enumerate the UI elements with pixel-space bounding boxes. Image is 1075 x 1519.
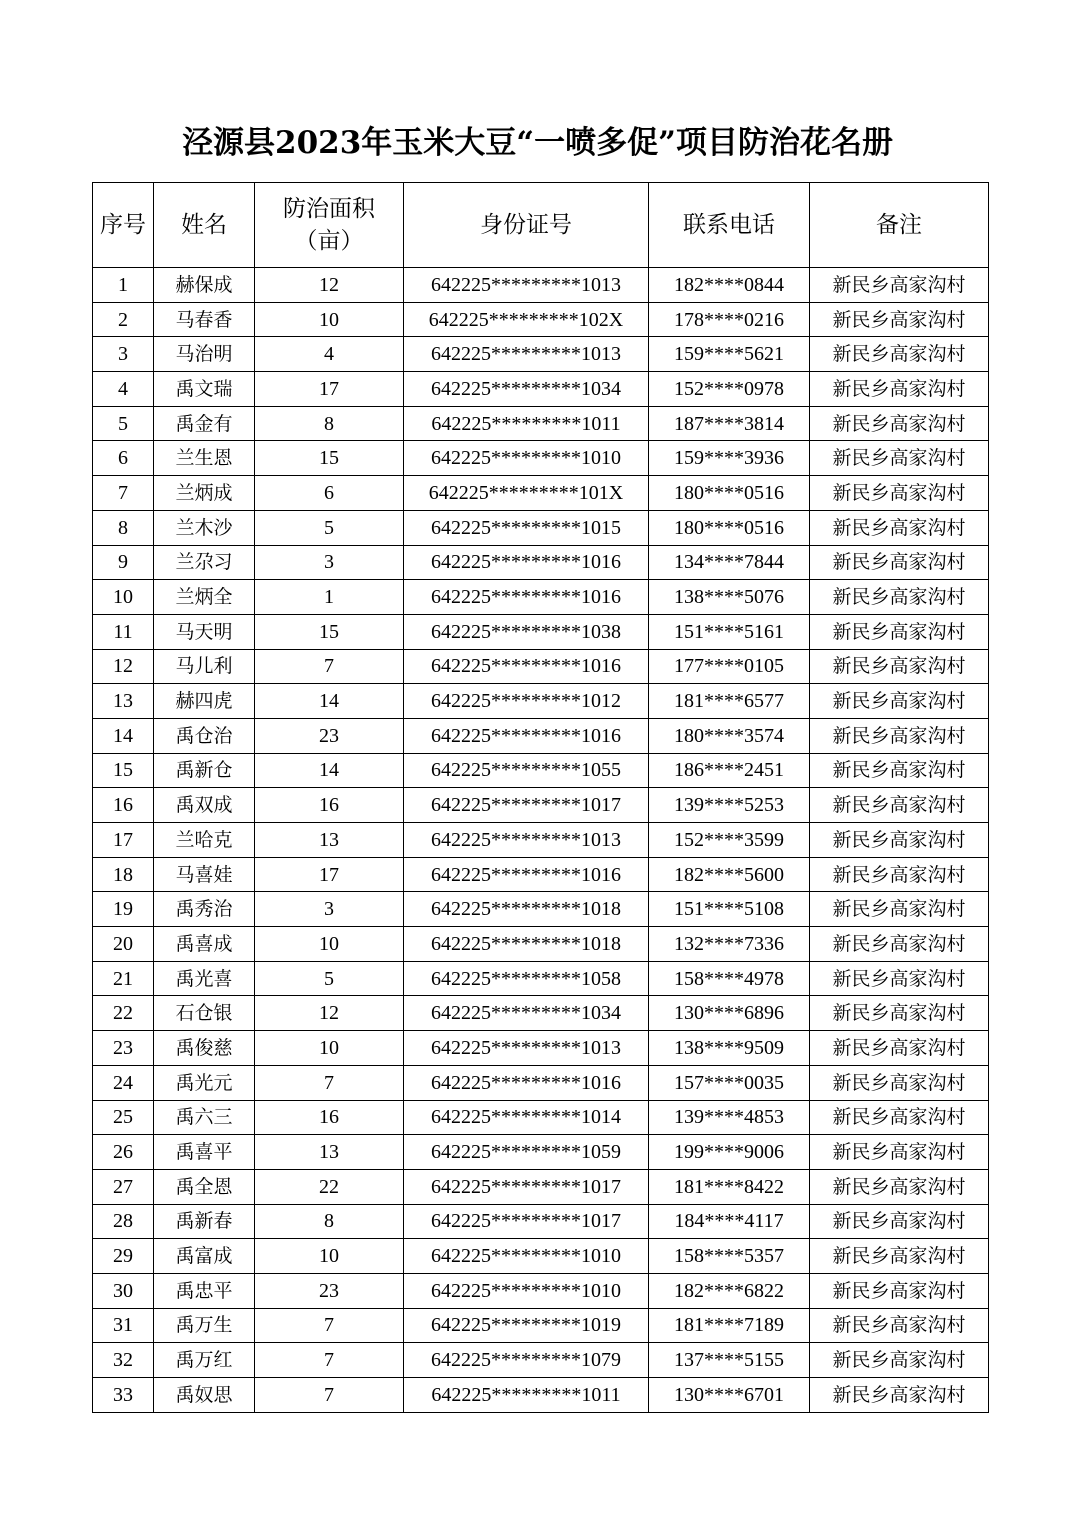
cell-phone: 186****2451 (649, 753, 810, 788)
cell-id-number: 642225*********1013 (404, 268, 649, 303)
table-row (93, 684, 989, 719)
table-row (93, 1031, 989, 1066)
cell-phone: 138****5076 (649, 580, 810, 615)
table-row (93, 961, 989, 996)
cell-phone: 138****9509 (649, 1031, 810, 1066)
cell-name: 禹俊慈 (154, 1031, 255, 1066)
table-row (93, 1169, 989, 1204)
cell-name: 兰哈克 (154, 823, 255, 858)
cell-remark: 新民乡高家沟村 (810, 268, 989, 303)
cell-remark: 新民乡高家沟村 (810, 1239, 989, 1274)
cell-id-number: 642225*********1059 (404, 1135, 649, 1170)
header-area-line1: 防治面积 (283, 196, 375, 222)
cell-phone: 130****6701 (649, 1378, 810, 1413)
cell-index: 15 (93, 753, 154, 788)
cell-phone: 158****4978 (649, 961, 810, 996)
table-row (93, 1343, 989, 1378)
header-id-number: 身份证号 (404, 183, 649, 268)
cell-remark: 新民乡高家沟村 (810, 684, 989, 719)
cell-name: 禹喜平 (154, 1135, 255, 1170)
cell-area: 8 (255, 406, 404, 441)
table-row (93, 996, 989, 1031)
cell-phone: 158****5357 (649, 1239, 810, 1274)
table-body (93, 268, 989, 1413)
cell-id-number: 642225*********1058 (404, 961, 649, 996)
table-row (93, 1273, 989, 1308)
cell-index: 13 (93, 684, 154, 719)
cell-phone: 182****0844 (649, 268, 810, 303)
cell-index: 11 (93, 614, 154, 649)
cell-id-number: 642225*********1010 (404, 1273, 649, 1308)
cell-area: 7 (255, 1308, 404, 1343)
cell-id-number: 642225*********1055 (404, 753, 649, 788)
cell-phone: 132****7336 (649, 927, 810, 962)
table-row (93, 1204, 989, 1239)
cell-name: 禹喜成 (154, 927, 255, 962)
header-area-line2: （亩） (294, 228, 364, 254)
cell-index: 33 (93, 1378, 154, 1413)
cell-area: 8 (255, 1204, 404, 1239)
cell-index: 4 (93, 372, 154, 407)
cell-area: 10 (255, 927, 404, 962)
cell-area: 12 (255, 996, 404, 1031)
cell-remark: 新民乡高家沟村 (810, 1135, 989, 1170)
cell-index: 2 (93, 302, 154, 337)
cell-name: 赫四虎 (154, 684, 255, 719)
cell-index: 19 (93, 892, 154, 927)
cell-phone: 180****0516 (649, 510, 810, 545)
cell-phone: 130****6896 (649, 996, 810, 1031)
cell-remark: 新民乡高家沟村 (810, 372, 989, 407)
cell-name: 马春香 (154, 302, 255, 337)
cell-index: 14 (93, 718, 154, 753)
cell-index: 27 (93, 1169, 154, 1204)
cell-name: 禹双成 (154, 788, 255, 823)
cell-id-number: 642225*********1011 (404, 406, 649, 441)
cell-id-number: 642225*********1013 (404, 823, 649, 858)
cell-id-number: 642225*********1038 (404, 614, 649, 649)
cell-remark: 新民乡高家沟村 (810, 1273, 989, 1308)
cell-phone: 184****4117 (649, 1204, 810, 1239)
cell-id-number: 642225*********1017 (404, 788, 649, 823)
cell-remark: 新民乡高家沟村 (810, 580, 989, 615)
table-row (93, 1239, 989, 1274)
table-row (93, 892, 989, 927)
cell-phone: 157****0035 (649, 1065, 810, 1100)
cell-remark: 新民乡高家沟村 (810, 614, 989, 649)
cell-remark: 新民乡高家沟村 (810, 302, 989, 337)
document-title: 泾源县2023年玉米大豆“一喷多促”项目防治花名册 (182, 125, 893, 161)
cell-id-number: 642225*********1034 (404, 996, 649, 1031)
cell-index: 3 (93, 337, 154, 372)
cell-phone: 199****9006 (649, 1135, 810, 1170)
cell-remark: 新民乡高家沟村 (810, 337, 989, 372)
cell-id-number: 642225*********1010 (404, 441, 649, 476)
cell-area: 16 (255, 788, 404, 823)
cell-remark: 新民乡高家沟村 (810, 788, 989, 823)
cell-index: 28 (93, 1204, 154, 1239)
cell-area: 7 (255, 1065, 404, 1100)
cell-remark: 新民乡高家沟村 (810, 510, 989, 545)
cell-phone: 152****3599 (649, 823, 810, 858)
cell-index: 26 (93, 1135, 154, 1170)
cell-id-number: 642225*********1014 (404, 1100, 649, 1135)
cell-remark: 新民乡高家沟村 (810, 1308, 989, 1343)
cell-area: 7 (255, 649, 404, 684)
table-row (93, 1065, 989, 1100)
cell-remark: 新民乡高家沟村 (810, 545, 989, 580)
cell-index: 22 (93, 996, 154, 1031)
cell-remark: 新民乡高家沟村 (810, 996, 989, 1031)
cell-name: 禹奴思 (154, 1378, 255, 1413)
table-row (93, 406, 989, 441)
cell-id-number: 642225*********1034 (404, 372, 649, 407)
header-area (255, 183, 404, 268)
cell-phone: 134****7844 (649, 545, 810, 580)
cell-remark: 新民乡高家沟村 (810, 1343, 989, 1378)
cell-area: 4 (255, 337, 404, 372)
cell-id-number: 642225*********1016 (404, 649, 649, 684)
cell-name: 禹忠平 (154, 1273, 255, 1308)
cell-area: 17 (255, 857, 404, 892)
cell-name: 禹文瑞 (154, 372, 255, 407)
cell-phone: 137****5155 (649, 1343, 810, 1378)
cell-name: 禹光喜 (154, 961, 255, 996)
cell-remark: 新民乡高家沟村 (810, 857, 989, 892)
header-name: 姓名 (154, 183, 255, 268)
cell-id-number: 642225*********1016 (404, 545, 649, 580)
cell-area: 13 (255, 823, 404, 858)
table-row (93, 718, 989, 753)
table-row (93, 927, 989, 962)
cell-area: 7 (255, 1378, 404, 1413)
cell-area: 14 (255, 753, 404, 788)
cell-name: 马治明 (154, 337, 255, 372)
table-row (93, 580, 989, 615)
header-index: 序号 (93, 183, 154, 268)
cell-remark: 新民乡高家沟村 (810, 476, 989, 511)
cell-area: 1 (255, 580, 404, 615)
cell-name: 赫保成 (154, 268, 255, 303)
cell-name: 兰炳全 (154, 580, 255, 615)
cell-remark: 新民乡高家沟村 (810, 1065, 989, 1100)
cell-remark: 新民乡高家沟村 (810, 649, 989, 684)
cell-remark: 新民乡高家沟村 (810, 1204, 989, 1239)
cell-name: 石仓银 (154, 996, 255, 1031)
cell-index: 29 (93, 1239, 154, 1274)
cell-name: 禹全恩 (154, 1169, 255, 1204)
cell-id-number: 642225*********1079 (404, 1343, 649, 1378)
cell-name: 马儿利 (154, 649, 255, 684)
cell-phone: 139****5253 (649, 788, 810, 823)
table-row (93, 545, 989, 580)
cell-name: 禹新仓 (154, 753, 255, 788)
cell-index: 18 (93, 857, 154, 892)
cell-id-number: 642225*********1018 (404, 892, 649, 927)
table-row (93, 441, 989, 476)
cell-phone: 152****0978 (649, 372, 810, 407)
cell-remark: 新民乡高家沟村 (810, 406, 989, 441)
cell-index: 5 (93, 406, 154, 441)
cell-index: 21 (93, 961, 154, 996)
cell-area: 13 (255, 1135, 404, 1170)
table-row (93, 788, 989, 823)
cell-area: 16 (255, 1100, 404, 1135)
header-phone: 联系电话 (649, 183, 810, 268)
cell-phone: 182****6822 (649, 1273, 810, 1308)
cell-remark: 新民乡高家沟村 (810, 441, 989, 476)
cell-area: 10 (255, 1239, 404, 1274)
cell-id-number: 642225*********101X (404, 476, 649, 511)
cell-phone: 159****5621 (649, 337, 810, 372)
header-remark: 备注 (810, 183, 989, 268)
cell-index: 7 (93, 476, 154, 511)
cell-area: 22 (255, 1169, 404, 1204)
table-row (93, 1135, 989, 1170)
table-row (93, 649, 989, 684)
cell-name: 禹万生 (154, 1308, 255, 1343)
table-row (93, 823, 989, 858)
cell-phone: 177****0105 (649, 649, 810, 684)
cell-phone: 151****5161 (649, 614, 810, 649)
cell-phone: 151****5108 (649, 892, 810, 927)
cell-name: 禹秀治 (154, 892, 255, 927)
cell-index: 10 (93, 580, 154, 615)
cell-area: 23 (255, 718, 404, 753)
cell-name: 马喜娃 (154, 857, 255, 892)
cell-remark: 新民乡高家沟村 (810, 1378, 989, 1413)
cell-phone: 180****3574 (649, 718, 810, 753)
cell-area: 7 (255, 1343, 404, 1378)
cell-area: 3 (255, 892, 404, 927)
cell-name: 禹万红 (154, 1343, 255, 1378)
table-row (93, 337, 989, 372)
cell-id-number: 642225*********1019 (404, 1308, 649, 1343)
cell-remark: 新民乡高家沟村 (810, 718, 989, 753)
cell-remark: 新民乡高家沟村 (810, 753, 989, 788)
cell-id-number: 642225*********1016 (404, 580, 649, 615)
table-row (93, 1308, 989, 1343)
cell-id-number: 642225*********102X (404, 302, 649, 337)
cell-id-number: 642225*********1013 (404, 337, 649, 372)
cell-phone: 159****3936 (649, 441, 810, 476)
table-row (93, 476, 989, 511)
cell-area: 10 (255, 302, 404, 337)
cell-name: 禹富成 (154, 1239, 255, 1274)
cell-index: 20 (93, 927, 154, 962)
cell-id-number: 642225*********1016 (404, 1065, 649, 1100)
cell-phone: 180****0516 (649, 476, 810, 511)
table-row (93, 372, 989, 407)
cell-id-number: 642225*********1017 (404, 1169, 649, 1204)
roster-table (92, 182, 989, 1413)
cell-phone: 181****6577 (649, 684, 810, 719)
cell-id-number: 642225*********1016 (404, 857, 649, 892)
cell-phone: 181****7189 (649, 1308, 810, 1343)
cell-area: 3 (255, 545, 404, 580)
cell-area: 23 (255, 1273, 404, 1308)
cell-index: 32 (93, 1343, 154, 1378)
cell-index: 9 (93, 545, 154, 580)
cell-name: 禹金有 (154, 406, 255, 441)
table-row (93, 1100, 989, 1135)
cell-area: 5 (255, 961, 404, 996)
cell-remark: 新民乡高家沟村 (810, 892, 989, 927)
cell-index: 23 (93, 1031, 154, 1066)
cell-id-number: 642225*********1013 (404, 1031, 649, 1066)
table-row (93, 510, 989, 545)
cell-remark: 新民乡高家沟村 (810, 823, 989, 858)
cell-remark: 新民乡高家沟村 (810, 1100, 989, 1135)
cell-area: 15 (255, 441, 404, 476)
cell-index: 31 (93, 1308, 154, 1343)
cell-index: 30 (93, 1273, 154, 1308)
cell-index: 6 (93, 441, 154, 476)
cell-phone: 181****8422 (649, 1169, 810, 1204)
header-row (93, 183, 989, 268)
cell-id-number: 642225*********1010 (404, 1239, 649, 1274)
table-row (93, 857, 989, 892)
cell-index: 8 (93, 510, 154, 545)
cell-phone: 178****0216 (649, 302, 810, 337)
table-row (93, 302, 989, 337)
table-header (93, 183, 989, 268)
cell-name: 禹六三 (154, 1100, 255, 1135)
table-row (93, 614, 989, 649)
cell-area: 12 (255, 268, 404, 303)
cell-name: 马天明 (154, 614, 255, 649)
cell-id-number: 642225*********1012 (404, 684, 649, 719)
cell-id-number: 642225*********1018 (404, 927, 649, 962)
cell-area: 5 (255, 510, 404, 545)
cell-name: 禹光元 (154, 1065, 255, 1100)
cell-area: 6 (255, 476, 404, 511)
cell-name: 兰尕习 (154, 545, 255, 580)
cell-index: 25 (93, 1100, 154, 1135)
table-row (93, 1378, 989, 1413)
cell-remark: 新民乡高家沟村 (810, 961, 989, 996)
cell-area: 15 (255, 614, 404, 649)
table-row (93, 268, 989, 303)
cell-name: 禹新春 (154, 1204, 255, 1239)
cell-index: 1 (93, 268, 154, 303)
cell-name: 兰木沙 (154, 510, 255, 545)
cell-id-number: 642225*********1017 (404, 1204, 649, 1239)
cell-index: 12 (93, 649, 154, 684)
cell-index: 16 (93, 788, 154, 823)
cell-name: 兰生恩 (154, 441, 255, 476)
cell-phone: 187****3814 (649, 406, 810, 441)
cell-name: 禹仓治 (154, 718, 255, 753)
cell-id-number: 642225*********1015 (404, 510, 649, 545)
cell-index: 24 (93, 1065, 154, 1100)
cell-name: 兰炳成 (154, 476, 255, 511)
cell-index: 17 (93, 823, 154, 858)
cell-remark: 新民乡高家沟村 (810, 1169, 989, 1204)
cell-area: 17 (255, 372, 404, 407)
cell-area: 14 (255, 684, 404, 719)
cell-remark: 新民乡高家沟村 (810, 1031, 989, 1066)
cell-phone: 182****5600 (649, 857, 810, 892)
cell-id-number: 642225*********1016 (404, 718, 649, 753)
table-row (93, 753, 989, 788)
cell-remark: 新民乡高家沟村 (810, 927, 989, 962)
cell-area: 10 (255, 1031, 404, 1066)
cell-id-number: 642225*********1011 (404, 1378, 649, 1413)
cell-phone: 139****4853 (649, 1100, 810, 1135)
